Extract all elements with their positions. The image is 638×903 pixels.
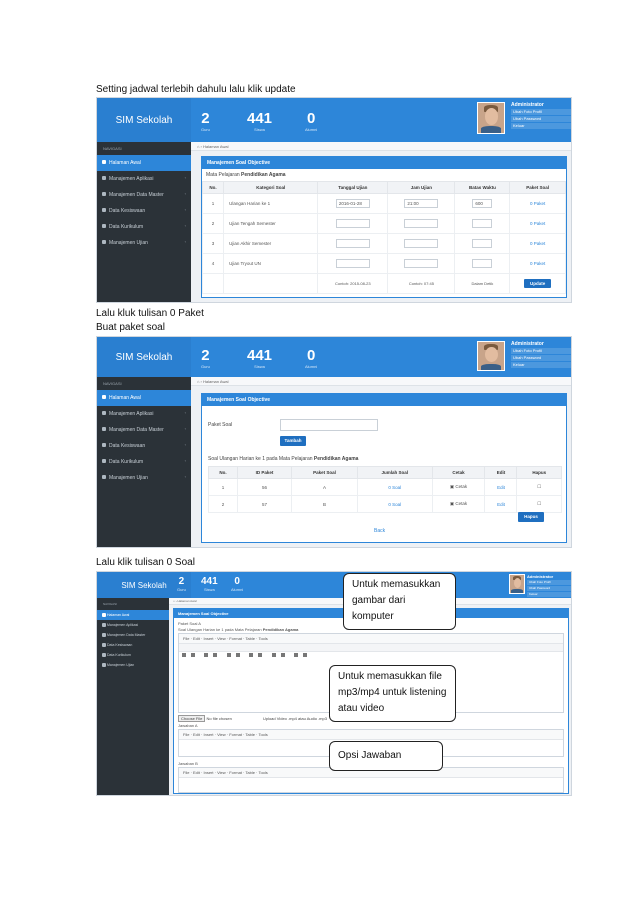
home-icon (102, 395, 106, 399)
callout-media: Untuk memasukkan file mp3/mp4 untuk listening atau video (329, 665, 456, 722)
stat-siswa: 441 Siswa (247, 110, 273, 132)
book-icon (102, 653, 106, 657)
batas-input[interactable] (472, 239, 492, 248)
chevron-left-icon: ‹ (184, 239, 186, 244)
table-row: 2 57 B 0 Soal ▣ Cetak Edit ☐ (209, 496, 562, 513)
paket-soal-input[interactable] (280, 419, 378, 431)
callout-image: Untuk memasukkan gambar dari komputer (343, 573, 456, 630)
menu-format[interactable]: Format (229, 770, 242, 775)
editor-menubar: File · Edit · Insert · View · Format · Table · Tools (179, 730, 563, 740)
choose-file-button[interactable]: Choose File (178, 715, 205, 722)
col-edit: Edit (485, 467, 517, 479)
jam-input[interactable] (404, 239, 438, 248)
italic-icon[interactable] (213, 653, 217, 657)
paket-link[interactable]: 0 Paket (530, 201, 546, 206)
paket-soal-label: Paket Soal (208, 422, 233, 428)
hapus-button[interactable]: Hapus (518, 512, 544, 522)
jam-input[interactable] (404, 259, 438, 268)
image-icon[interactable] (281, 653, 285, 657)
breadcrumb: ⌂ › Halaman Awal (191, 142, 571, 151)
soal-link[interactable]: 0 Soal (388, 501, 402, 507)
jam-input[interactable]: 21:00 (404, 199, 438, 208)
sidebar-item-data-master[interactable]: Manajemen Data Master ‹ (97, 422, 191, 438)
admin-link-logout[interactable]: Keluar (511, 362, 571, 368)
caption-buat-paket: Buat paket soal (96, 322, 165, 333)
wrench-icon (102, 192, 106, 196)
admin-link-photo[interactable]: Ubah Foto Profil (511, 348, 571, 354)
chevron-left-icon: ‹ (184, 410, 186, 415)
chevron-left-icon: ‹ (184, 474, 186, 479)
menu-view[interactable]: View (217, 732, 226, 737)
admin-link-password[interactable]: Ubah Password (511, 116, 571, 122)
sidebar-item-ujian[interactable]: Manajemen Ujian (97, 660, 169, 670)
col-jam: Jam Ujian (388, 182, 455, 194)
gear-icon (102, 623, 106, 627)
users-icon (102, 208, 106, 212)
menu-table[interactable]: Table (245, 636, 255, 641)
paket-link[interactable]: 0 Paket (530, 261, 546, 266)
stat-guru: 2 Guru (201, 110, 210, 132)
batas-input[interactable] (472, 219, 492, 228)
jadwal-table (202, 181, 566, 294)
list-icon[interactable] (258, 653, 262, 657)
admin-link-password[interactable]: Ubah Password (527, 586, 572, 591)
callout-answers: Opsi Jawaban (329, 741, 443, 771)
home-icon (102, 160, 106, 164)
sidebar-item-kesiswaan[interactable]: Data Kesiswaan (97, 640, 169, 650)
top-bar (97, 98, 571, 142)
align-right-icon[interactable] (249, 653, 253, 657)
chevron-left-icon: ‹ (184, 191, 186, 196)
paket-link[interactable]: 0 Paket (530, 221, 546, 226)
menu-edit[interactable]: Edit (193, 770, 200, 775)
subject-line: Mata Pelajaran Pendidikan Agama (206, 172, 286, 178)
brand-logo: SIM Sekolah (97, 98, 191, 142)
sidebar (97, 142, 191, 302)
print-icon[interactable]: ▣ (449, 484, 455, 489)
top-bar (97, 572, 571, 598)
sidebar-item-kesiswaan[interactable]: Data Kesiswaan ‹ (97, 203, 191, 219)
breadcrumb: ⌂ › Halaman Awal (169, 598, 571, 605)
menu-table[interactable]: Table (245, 732, 255, 737)
editor-toolbar (179, 644, 563, 652)
admin-link-logout[interactable]: Keluar (511, 123, 571, 129)
col-hapus: Hapus (517, 467, 562, 479)
sidebar-item-halaman-awal[interactable]: Halaman Awal (97, 390, 191, 406)
brand-logo: SIM Sekolah (97, 572, 191, 598)
tanggal-input[interactable] (336, 239, 370, 248)
sidebar-item-data-master[interactable]: Manajemen Data Master ‹ (97, 187, 191, 203)
sidebar-item-aplikasi[interactable]: Manajemen Aplikasi ‹ (97, 171, 191, 187)
book-icon (102, 224, 106, 228)
redo-icon[interactable] (191, 653, 195, 657)
users-icon (102, 643, 106, 647)
menu-tools[interactable]: Tools (258, 732, 268, 737)
batas-input[interactable]: 600 (472, 199, 492, 208)
table-icon[interactable] (303, 653, 307, 657)
users-icon (102, 443, 106, 447)
menu-table[interactable]: Table (245, 770, 255, 775)
delete-checkbox[interactable]: ☐ (537, 501, 542, 506)
home-icon[interactable]: ⌂ (197, 379, 200, 384)
cetak-link[interactable]: Cetak (455, 501, 468, 506)
bold-icon[interactable] (204, 653, 208, 657)
caption-setting-jadwal: Setting jadwal terlebih dahulu lalu klik update (96, 84, 296, 95)
col-paket: Paket Soal (292, 467, 358, 479)
screenshot-paket (96, 336, 572, 548)
stat-guru: 2 Guru (177, 576, 186, 592)
breadcrumb: ⌂ › Halaman Awal (191, 377, 571, 386)
jawaban-a-label: Jawaban A (178, 723, 198, 728)
chevron-left-icon: ‹ (184, 175, 186, 180)
link-icon[interactable] (272, 653, 276, 657)
panel-title: Manajemen Soal Objective (174, 609, 568, 618)
menu-file[interactable]: File (183, 732, 190, 737)
sidebar-item-data-master[interactable]: Manajemen Data Master (97, 630, 169, 640)
stat-alumni: 0 Alumni (231, 576, 244, 592)
panel-title: Manajemen Soal Objective (202, 394, 566, 406)
table-row: 3 Ujian Akhir Semester 0 Paket (203, 234, 566, 254)
avatar[interactable] (477, 341, 505, 371)
tambah-button[interactable]: Tambah (280, 436, 306, 446)
sidebar-section-label: NAVIGASI (103, 381, 122, 386)
sidebar-item-kurikulum[interactable]: Data Kurikulum ‹ (97, 219, 191, 235)
book-icon (102, 459, 106, 463)
stat-guru: 2 Guru (201, 347, 210, 369)
home-icon[interactable]: ⌂ (197, 144, 200, 149)
admin-link-photo[interactable]: Ubah Foto Profil (511, 109, 571, 115)
paket-table (208, 466, 562, 513)
caption-klik-paket: Lalu kluk tulisan 0 Paket (96, 308, 204, 319)
sidebar-item-halaman-awal[interactable]: Halaman Awal (97, 155, 191, 171)
menu-insert[interactable]: Insert (203, 732, 214, 737)
chevron-left-icon: ‹ (184, 223, 186, 228)
paket-label: Paket Soal A (178, 621, 201, 626)
menu-tools[interactable]: Tools (258, 636, 268, 641)
menu-insert[interactable]: Insert (203, 636, 214, 641)
soal-caption: Soal Ulangan Harian ke 1 pada Mata Pelajaran Pendidikan Agama (178, 627, 299, 632)
chevron-left-icon: ‹ (184, 442, 186, 447)
col-kategori: Kategori Soal (224, 182, 318, 194)
back-link[interactable]: Back (374, 528, 386, 534)
edit-link[interactable]: Edit (497, 484, 505, 490)
file-upload-row (178, 716, 327, 721)
gear-icon (102, 176, 106, 180)
table-caption: Soal Ulangan Harian ke 1 pada Mata Pelajaran Pendidikan Agama (208, 456, 359, 462)
soal-link[interactable]: 0 Soal (388, 484, 402, 490)
jam-hint: Contoh: 07:45 (388, 274, 455, 294)
undo-icon[interactable] (182, 653, 186, 657)
col-jumlah: Jumlah Soal (357, 467, 432, 479)
col-batas: Batas Waktu (455, 182, 510, 194)
menu-file[interactable]: File (183, 770, 190, 775)
col-cetak: Cetak (432, 467, 485, 479)
align-left-icon[interactable] (227, 653, 231, 657)
align-center-icon[interactable] (236, 653, 240, 657)
home-icon (102, 613, 106, 617)
cetak-link[interactable]: Cetak (455, 484, 468, 489)
admin-menu: Administrator Ubah Foto Profil Ubah Password Keluar (511, 102, 571, 129)
sidebar-item-ujian[interactable]: Manajemen Ujian ‹ (97, 470, 191, 486)
wrench-icon (102, 427, 106, 431)
sidebar-section-label: NAVIGASI (103, 602, 117, 606)
batas-input[interactable] (472, 259, 492, 268)
no-file-text: No file chosen (206, 716, 232, 721)
table-row: 1 56 A 0 Soal ▣ Cetak Edit ☐ (209, 479, 562, 496)
menu-view[interactable]: View (217, 636, 226, 641)
top-bar (97, 337, 571, 377)
menu-file[interactable]: File (183, 636, 190, 641)
print-icon[interactable]: ▣ (449, 501, 455, 506)
wrench-icon (102, 633, 106, 637)
sidebar-item-aplikasi[interactable]: Manajemen Aplikasi ‹ (97, 406, 191, 422)
exam-icon (102, 475, 106, 479)
stat-alumni: 0 Alumni (305, 110, 318, 132)
tanggal-input[interactable] (336, 259, 370, 268)
stat-siswa: 441 Siswa (201, 576, 218, 592)
admin-link-logout[interactable]: Keluar (527, 592, 572, 597)
table-row: 2 Ujian Tengah Semester 0 Paket (203, 214, 566, 234)
paket-link[interactable]: 0 Paket (530, 241, 546, 246)
menu-edit[interactable]: Edit (193, 636, 200, 641)
sidebar (97, 598, 169, 795)
gear-icon (102, 411, 106, 415)
admin-link-password[interactable]: Ubah Password (511, 355, 571, 361)
tanggal-input[interactable]: 2016-01-28 (336, 199, 370, 208)
chevron-left-icon: ‹ (184, 426, 186, 431)
col-no: No. (203, 182, 224, 194)
tanggal-input[interactable] (336, 219, 370, 228)
brand-logo: SIM Sekolah (97, 337, 191, 377)
avatar[interactable] (509, 574, 525, 594)
tanggal-hint: Contoh: 2015-08-23 (318, 274, 388, 294)
editor-menubar: File · Edit · Insert · View · Format · Table · Tools (179, 634, 563, 644)
editor-menubar: File · Edit · Insert · View · Format · Table · Tools (179, 768, 563, 778)
table-row: 1 Ulangan Harian ke 1 2016-01-28 21:00 600 0 Paket (203, 194, 566, 214)
panel-soal-objective (201, 156, 567, 298)
screenshot-jadwal (96, 97, 572, 303)
menu-format[interactable]: Format (229, 732, 242, 737)
chevron-left-icon: ‹ (184, 207, 186, 212)
panel-title: Manajemen Soal Objective (202, 157, 566, 169)
update-button[interactable]: Update (524, 279, 551, 288)
col-tanggal: Tanggal Ujian (318, 182, 388, 194)
sidebar (97, 377, 191, 547)
sidebar-item-aplikasi[interactable]: Manajemen Aplikasi (97, 620, 169, 630)
menu-tools[interactable]: Tools (258, 770, 268, 775)
exam-icon (102, 663, 106, 667)
admin-menu: Administrator Ubah Foto Profil Ubah Password Keluar (511, 341, 571, 368)
media-icon[interactable] (294, 653, 298, 657)
jam-input[interactable] (404, 219, 438, 228)
caption-klik-soal: Lalu klik tulisan 0 Soal (96, 557, 195, 568)
home-icon[interactable]: ⌂ (173, 599, 175, 603)
col-no: No. (209, 467, 238, 479)
delete-checkbox[interactable]: ☐ (537, 484, 542, 489)
menu-view[interactable]: View (217, 770, 226, 775)
sidebar-item-kurikulum[interactable]: Data Kurikulum (97, 650, 169, 660)
table-row: 4 Ujian Tryout UN 0 Paket (203, 254, 566, 274)
menu-edit[interactable]: Edit (193, 732, 200, 737)
col-id: ID Paket (238, 467, 292, 479)
sidebar-item-kurikulum[interactable]: Data Kurikulum ‹ (97, 454, 191, 470)
stat-alumni: 0 Alumni (305, 347, 318, 369)
sidebar-section-label: NAVIGASI (103, 146, 122, 151)
admin-menu: Administrator Ubah Foto Profil Ubah Password Keluar (527, 574, 572, 597)
chevron-left-icon: ‹ (184, 458, 186, 463)
batas-hint: Dalam Detik (455, 274, 510, 294)
sidebar-item-halaman-awal[interactable]: Halaman Awal (97, 610, 169, 620)
col-paket: Paket Soal (510, 182, 566, 194)
avatar[interactable] (477, 102, 505, 134)
sidebar-item-kesiswaan[interactable]: Data Kesiswaan ‹ (97, 438, 191, 454)
sidebar-item-ujian[interactable]: Manajemen Ujian ‹ (97, 235, 191, 251)
jawaban-b-label: Jawaban B (178, 761, 198, 766)
exam-icon (102, 240, 106, 244)
stat-siswa: 441 Siswa (247, 347, 273, 369)
upload-hint: Upload Video .mp4 atau Audio .mp3 (262, 716, 327, 721)
menu-insert[interactable]: Insert (203, 770, 214, 775)
edit-link[interactable]: Edit (497, 501, 505, 507)
panel-soal-objective (201, 393, 567, 543)
admin-link-photo[interactable]: Ubah Foto Profil (527, 580, 572, 585)
menu-format[interactable]: Format (229, 636, 242, 641)
